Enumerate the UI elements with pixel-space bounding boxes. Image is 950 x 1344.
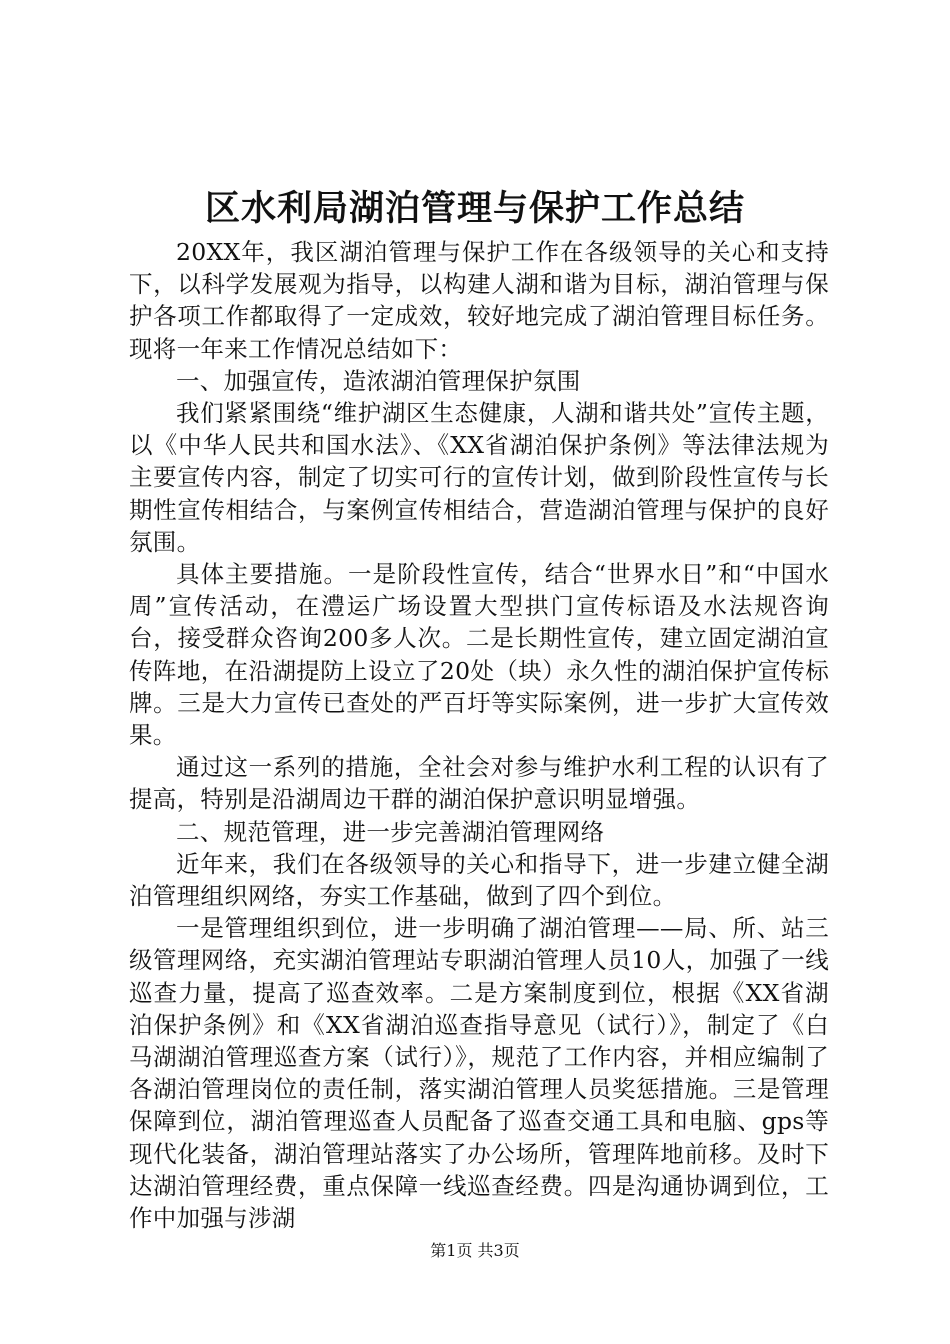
page-footer: 第1页 共3页 (430, 1241, 520, 1260)
section-heading-1: 一、加强宣传，造浓湖泊管理保护氛围 (176, 366, 581, 395)
body-paragraph: 具体主要措施。一是阶段性宣传，结合“世界水日”和“中国水周”宣传活动，在澧运广场设置大型拱门宣传标语及水法规咨询台，接受群众咨询200多人次。二是长期性宣传，建立固定湖泊宣传阵地，在沿湖提防上设立了20处（块）永久性的湖泊保护宣传标牌。三是大力宣传已查处的严百圩等实际案例，进一步扩大宣传效果。 (129, 560, 829, 750)
body-paragraph: 我们紧紧围绕“维护湖区生态健康，人湖和谐共处”宣传主题，以《中华人民共和国水法》、《XX省湖泊保护条例》等法律法规为主要宣传内容，制定了切实可行的宣传计划，做到阶段性宣传与长期性宣传相结合，与案例宣传相结合，营造湖泊管理与保护的良好氛围。 (129, 399, 829, 556)
document-body (129, 236, 829, 1234)
section-heading-2: 二、规范管理，进一步完善湖泊管理网络 (176, 817, 605, 846)
body-paragraph: 近年来，我们在各级领导的关心和指导下，进一步建立健全湖泊管理组织网络，夯实工作基础，做到了四个到位。 (129, 849, 829, 911)
intro-paragraph: 20XX年，我区湖泊管理与保护工作在各级领导的关心和支持下，以科学发展观为指导，以构建人湖和谐为目标，湖泊管理与保护各项工作都取得了一定成效，较好地完成了湖泊管理目标任务。现将一年来工作情况总结如下： (129, 238, 829, 363)
document-title: 区水利局湖泊管理与保护工作总结 (204, 188, 745, 229)
body-paragraph: 一是管理组织到位，进一步明确了湖泊管理——局、所、站三级管理网络，充实湖泊管理站专职湖泊管理人员10人，加强了一线巡查力量，提高了巡查效率。二是方案制度到位，根据《XX省湖泊保护条例》和《XX省湖泊巡查指导意见（试行）》，制定了《白马湖湖泊管理巡查方案（试行）》，规范了工作内容，并相应编制了各湖泊管理岗位的责任制，落实湖泊管理人员奖惩措施。三是管理保障到位，湖泊管理巡查人员配备了巡查交通工具和电脑、gps等现代化装备，湖泊管理站落实了办公场所，管理阵地前移。及时下达湖泊管理经费，重点保障一线巡查经费。四是沟通协调到位，工作中加强与涉湖 (129, 914, 829, 1233)
body-paragraph: 通过这一系列的措施，全社会对参与维护水利工程的认识有了提高，特别是沿湖周边干群的湖泊保护意识明显增强。 (129, 753, 829, 814)
